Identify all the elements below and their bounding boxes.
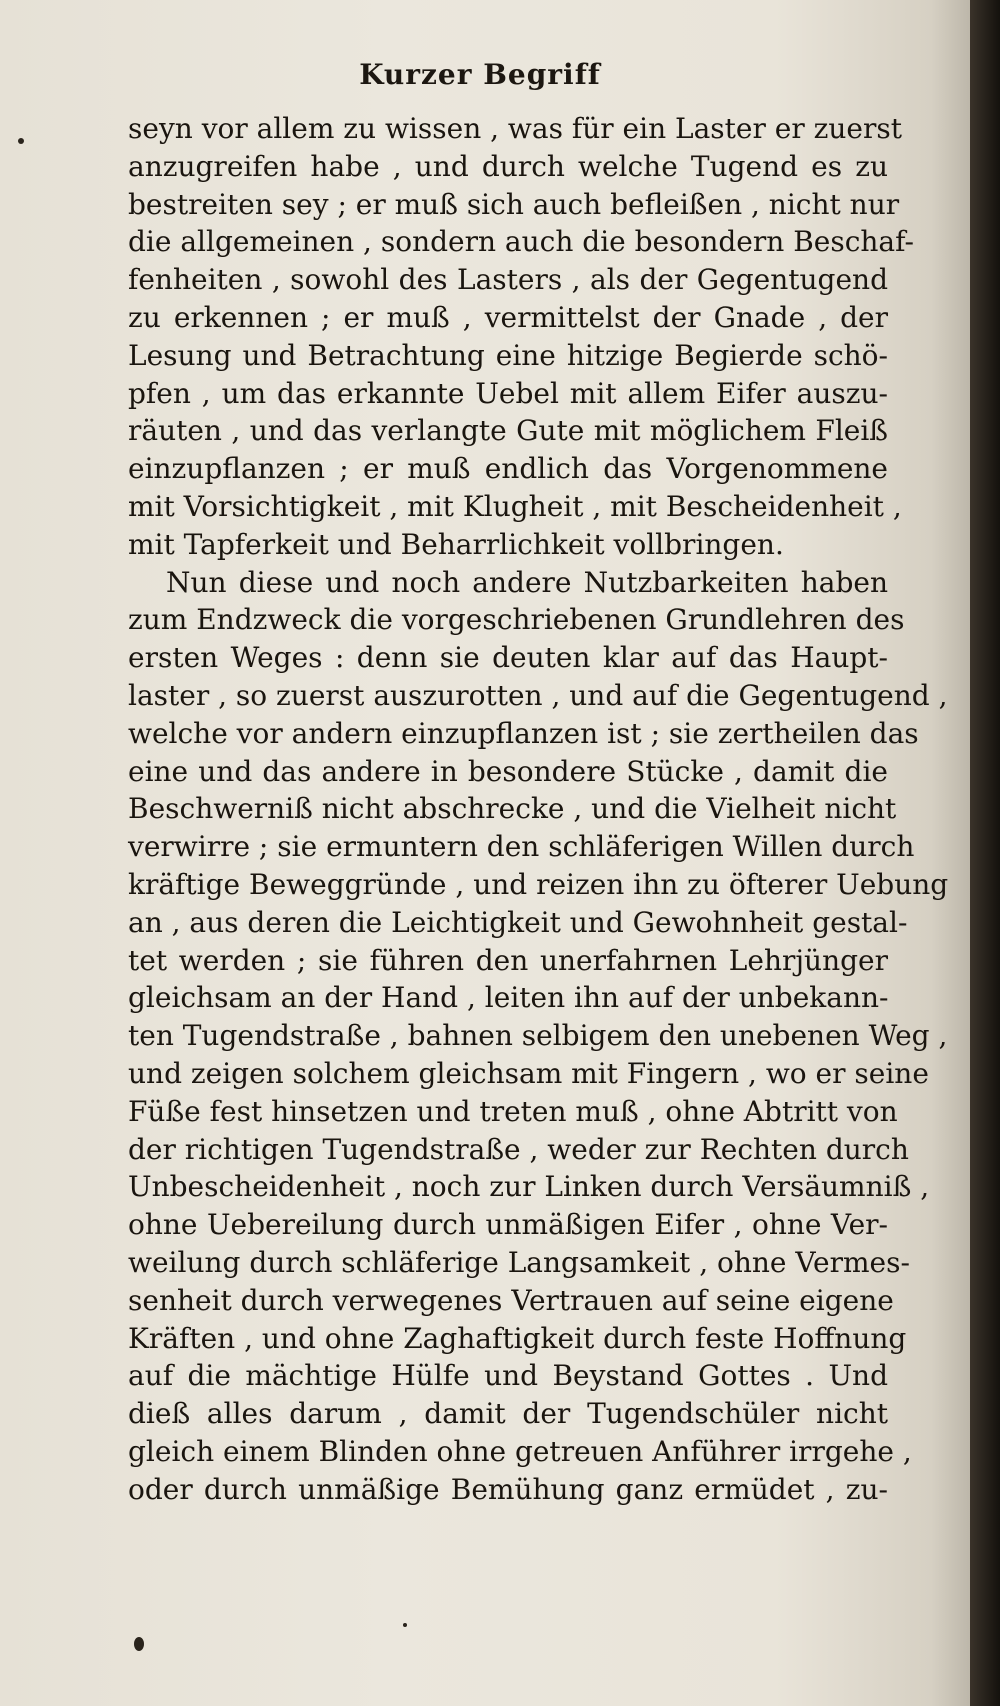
text-line: bestreiten sey ; er muß sich auch befleißen , nicht nur — [128, 187, 900, 221]
text-line: Nun diese und noch andere Nutzbarkeiten haben — [166, 565, 888, 599]
text-line: räuten , und das verlangte Gute mit möglichem Fleiß — [128, 414, 888, 448]
ink-speck — [18, 138, 24, 144]
text-line: ersten Weges : denn sie deuten klar auf das Haupt- — [128, 641, 888, 675]
text-line: Kräften , und ohne Zaghaftigkeit durch feste Hoffnung — [128, 1321, 907, 1355]
text-line: ten Tugendstraße , bahnen selbigem den unebenen Weg , — [128, 1019, 948, 1053]
text-line: und zeigen solchem gleichsam mit Fingern , wo er seine — [128, 1056, 929, 1090]
ink-speck — [403, 1623, 407, 1627]
text-line: oder durch unmäßige Bemühung ganz ermüdet , zu- — [128, 1472, 888, 1506]
text-line: ohne Uebereilung durch unmäßigen Eifer , ohne Ver- — [128, 1208, 888, 1242]
text-line: kräftige Beweggründe , und reizen ihn zu öfterer Uebung — [128, 867, 949, 901]
book-edge — [970, 0, 1000, 1706]
text-line: mit Tapferkeit und Beharrlichkeit vollbringen. — [128, 527, 784, 561]
text-line: eine und das andere in besondere Stücke , damit die — [128, 754, 888, 788]
text-line: Unbescheidenheit , noch zur Linken durch Versäumniß , — [128, 1170, 930, 1204]
text-line: auf die mächtige Hülfe und Beystand Gottes . Und — [128, 1359, 888, 1393]
text-line: gleichsam an der Hand , leiten ihn auf der unbekann- — [128, 981, 889, 1015]
text-line: gleich einem Blinden ohne getreuen Anführer irrgehe , — [128, 1434, 912, 1468]
text-line: Lesung und Betrachtung eine hitzige Begierde schö- — [128, 338, 888, 372]
text-line: mit Vorsichtigkeit , mit Klugheit , mit Bescheidenheit , — [128, 489, 902, 523]
text-line: anzugreifen habe , und durch welche Tugend es zu — [128, 149, 888, 183]
text-line: die allgemeinen , sondern auch die besondern Beschaf- — [128, 225, 914, 259]
text-line: an , aus deren die Leichtigkeit und Gewohnheit gestal- — [128, 905, 908, 939]
text-line: der richtigen Tugendstraße , weder zur Rechten durch — [128, 1132, 909, 1166]
text-line: zum Endzweck die vorgeschriebenen Grundlehren des — [128, 603, 905, 637]
text-line: verwirre ; sie ermuntern den schläferigen Willen durch — [128, 830, 915, 864]
text-line: welche vor andern einzupflanzen ist ; sie zertheilen das — [128, 716, 919, 750]
text-line: senheit durch verwegenes Vertrauen auf seine eigene — [128, 1283, 894, 1317]
paragraph-1 — [128, 110, 914, 564]
paragraph-2 — [128, 564, 949, 1509]
text-line: seyn vor allem zu wissen , was für ein Laster er zuerst — [128, 112, 902, 145]
text-line: weilung durch schläferige Langsamkeit , ohne Vermes- — [128, 1245, 910, 1279]
text-line: dieß alles darum , damit der Tugendschüler nicht — [128, 1397, 888, 1431]
body-text — [128, 110, 949, 1508]
text-line: zu erkennen ; er muß , vermittelst der Gnade , der — [128, 300, 888, 334]
text-line: fenheiten , sowohl des Lasters , als der Gegentugend — [128, 263, 888, 297]
ink-speck — [134, 1637, 144, 1651]
text-line: laster , so zuerst auszurotten , und auf die Gegentugend , — [128, 678, 948, 712]
text-line: pfen , um das erkannte Uebel mit allem Eifer auszu- — [128, 376, 888, 410]
text-line: Beschwerniß nicht abschrecke , und die Vielheit nicht — [128, 792, 897, 826]
text-line: Füße fest hinsetzen und treten muß , ohne Abtritt von — [128, 1094, 898, 1128]
text-line: einzupflanzen ; er muß endlich das Vorgenommene — [128, 452, 888, 486]
text-line: tet werden ; sie führen den unerfahrnen Lehrjünger — [128, 943, 888, 977]
running-head: Kurzer Begriff — [359, 58, 601, 91]
